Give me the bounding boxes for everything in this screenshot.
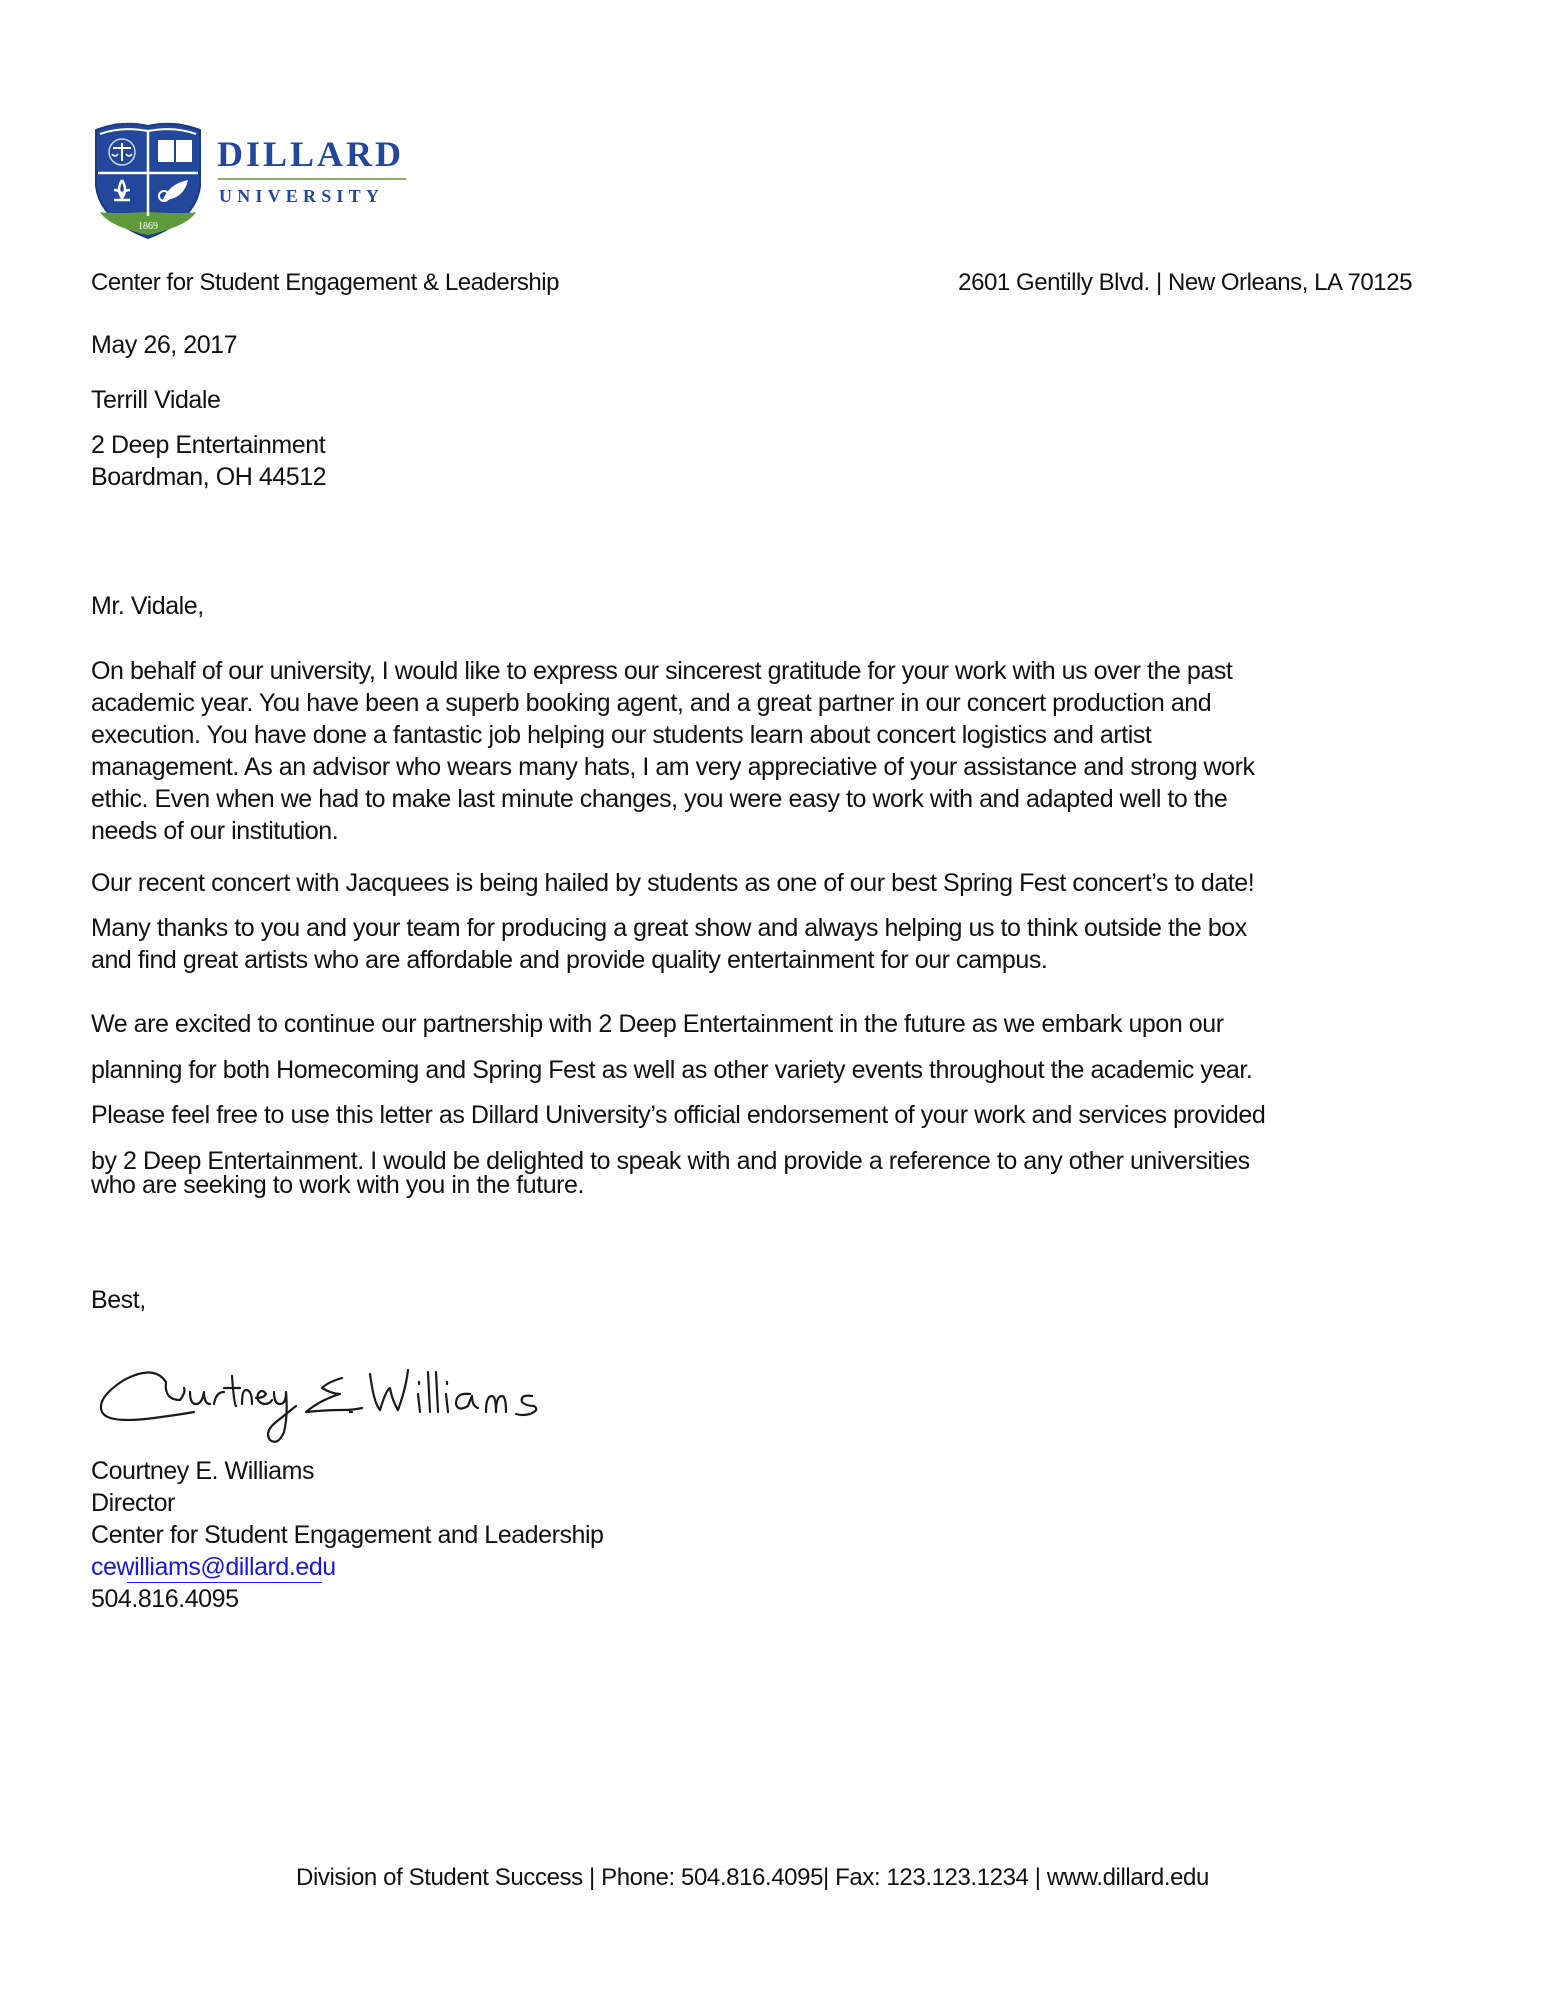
- recipient-name: Terrill Vidale: [91, 386, 221, 414]
- signer-phone: 504.816.4095: [91, 1585, 239, 1613]
- paragraph-line: Our recent concert with Jacquees is being hailed by students as one of our best Spring Fest concert’s to date!: [91, 869, 1255, 897]
- paragraph-line: academic year. You have been a superb booking agent, and a great partner in our concert production and: [91, 689, 1212, 717]
- handwritten-signature: [94, 1360, 604, 1446]
- paragraph-gratitude: [91, 655, 1255, 847]
- department-header: Center for Student Engagement & Leadership: [91, 269, 560, 296]
- university-logo: [92, 116, 412, 240]
- shield-year: 1869: [138, 221, 158, 232]
- svg-text:EX FIDE: EX FIDE: [114, 122, 139, 129]
- paragraph-line: planning for both Homecoming and Spring Fest as well as other variety events throughout the academic year.: [91, 1055, 1253, 1084]
- signer-email-link[interactable]: cewilliams@dillard.edu: [91, 1553, 336, 1581]
- shield-crest-icon: [92, 116, 204, 240]
- paragraph-partnership-last: [91, 1169, 584, 1201]
- paragraph-thanks: [91, 912, 1247, 976]
- paragraph-line: ethic. Even when we had to make last minute changes, you were easy to work with and adapted well to the: [91, 785, 1228, 813]
- closing: Best,: [91, 1286, 146, 1314]
- paragraph-line: who are seeking to work with you in the future.: [91, 1171, 585, 1199]
- page-footer: Division of Student Success | Phone: 504.816.4095| Fax: 123.123.1234 | www.dillard.edu: [296, 1864, 1209, 1891]
- letter-date: May 26, 2017: [91, 331, 238, 359]
- address-header: 2601 Gentilly Blvd. | New Orleans, LA 70125: [958, 269, 1412, 296]
- signer-title: Director: [91, 1489, 175, 1517]
- paragraph-line: management. As an advisor who wears many hats, I am very appreciative of your assistance and strong work: [91, 753, 1255, 781]
- paragraph-line: execution. You have done a fantastic job helping our students learn about concert logistics and artist: [91, 721, 1152, 749]
- signer-email-row: [91, 1551, 336, 1583]
- paragraph-line: We are excited to continue our partnership with 2 Deep Entertainment in the future as we embark upon our: [91, 1010, 1224, 1038]
- paragraph-line: Please feel free to use this letter as Dillard University’s official endorsement of your work and services provided: [91, 1101, 1266, 1129]
- paragraph-partnership: [91, 1002, 1265, 1184]
- logo-wordmark-university: UNIVERSITY: [219, 186, 385, 206]
- paragraph-line: and find great artists who are affordable and provide quality entertainment for our campus.: [91, 946, 1048, 974]
- paragraph-line: needs of our institution.: [91, 817, 339, 845]
- paragraph-line: On behalf of our university, I would like to express our sincerest gratitude for your work with us over the past: [91, 657, 1233, 685]
- svg-text:FORTIS: FORTIS: [158, 122, 181, 129]
- salutation: Mr. Vidale,: [91, 592, 204, 620]
- signer-department: Center for Student Engagement and Leadership: [91, 1521, 604, 1549]
- logo-divider: [218, 178, 406, 180]
- paragraph-concert: [91, 867, 1254, 899]
- recipient-city: Boardman, OH 44512: [91, 463, 327, 491]
- signer-name: Courtney E. Williams: [91, 1457, 314, 1485]
- logo-wordmark-dillard: DILLARD: [217, 134, 405, 174]
- paragraph-line: Many thanks to you and your team for producing a great show and always helping us to think outside the box: [91, 914, 1247, 942]
- recipient-company: 2 Deep Entertainment: [91, 431, 326, 459]
- paragraph-line: by 2 Deep Entertainment. I would be delighted to speak with and provide a reference to any other universities: [91, 1146, 1250, 1175]
